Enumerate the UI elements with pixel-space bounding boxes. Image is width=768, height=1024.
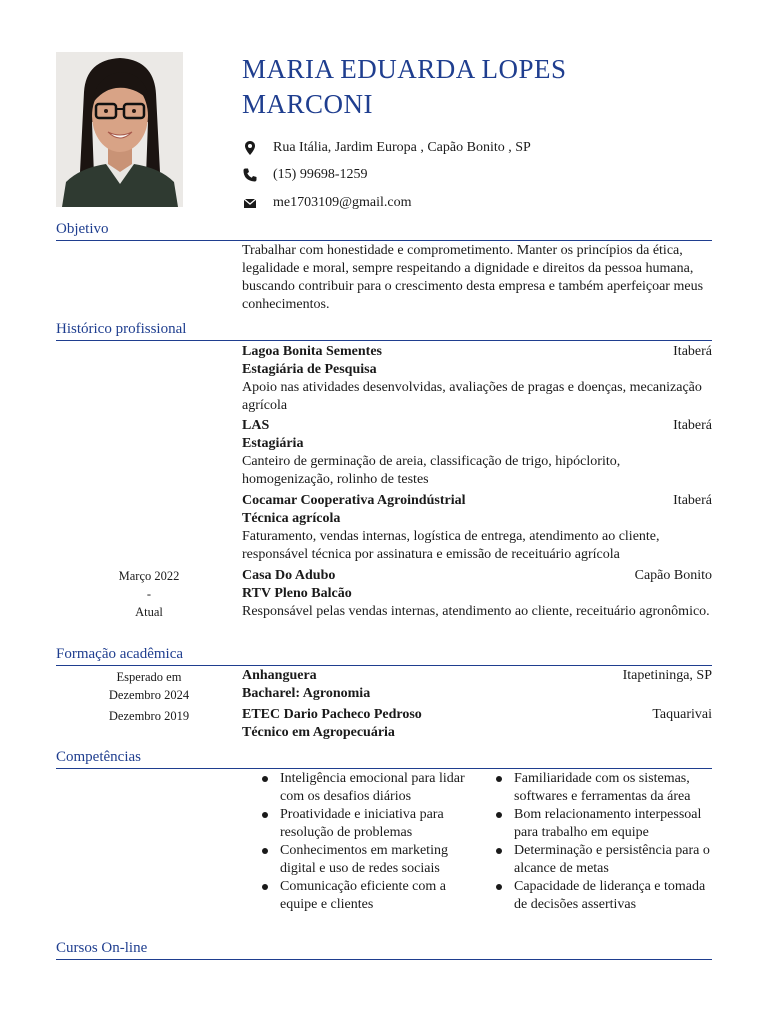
job-description: Responsável pelas vendas internas, atendimento ao cliente, receituário agronômico. [242, 604, 710, 619]
address-text: Rua Itália, Jardim Europa , Capão Bonito , SP [273, 140, 531, 155]
skills-list-right [490, 770, 716, 914]
job-role: Técnica agrícola [242, 511, 341, 526]
job-role: Estagiária [242, 436, 304, 451]
map-pin-icon [242, 140, 258, 156]
name-line-1: MARIA EDUARDA LOPES [242, 54, 567, 84]
section-skills-header [56, 749, 712, 769]
education-date-line-2: Dezembro 2024 [108, 688, 190, 702]
contact-email [242, 194, 712, 212]
education-school: Anhanguera [242, 668, 317, 683]
objective-text: Trabalhar com honestidade e comprometimento. Manter os princípios da ética, legalidade e moral, sempre respeitando a dignidade e direitos da pessoa humana, buscando contribuir para o crescimento desta empresa e também aperfeiçoar meus conhecimentos. [242, 243, 704, 312]
education-degree: Bacharel: Agronomia [242, 686, 371, 701]
contact-phone [242, 166, 712, 184]
job-role: RTV Pleno Balcão [242, 586, 352, 601]
job-date-range [100, 567, 198, 621]
section-title: Objetivo [56, 221, 109, 237]
education-date-line-1: Esperado em [116, 670, 182, 684]
education-school: ETEC Dario Pacheco Pedroso [242, 707, 422, 722]
section-objective-header [56, 221, 712, 241]
job-description: Canteiro de germinação de areia, classificação de trigo, hipóclorito, homogenização, rolinho de testes [242, 454, 621, 487]
job-place: Itaberá [673, 493, 712, 508]
education-date [100, 707, 198, 725]
job-date-start: Março 2022 [118, 569, 180, 583]
education-place: Taquarivai [652, 707, 712, 722]
education-entry [242, 667, 712, 703]
section-title: Histórico profissional [56, 321, 187, 337]
skill-item: Determinação e persistência para o alcance de metas [490, 842, 716, 878]
job-date-end: Atual [135, 605, 163, 619]
job-place: Itaberá [673, 418, 712, 433]
skill-item: Capacidade de liderança e tomada de decisões assertivas [490, 878, 716, 914]
section-title: Cursos On-line [56, 940, 148, 956]
job-entry [242, 492, 712, 564]
job-company: Cocamar Cooperativa Agroindústrial [242, 493, 466, 508]
job-role: Estagiária de Pesquisa [242, 362, 377, 377]
job-company: Lagoa Bonita Sementes [242, 344, 382, 359]
job-description: Apoio nas atividades desenvolvidas, avaliações de pragas e doenças, mecanização agrícola [242, 380, 702, 413]
education-place: Itapetininga, SP [622, 668, 712, 683]
candidate-name [242, 52, 712, 122]
job-entry [242, 343, 712, 415]
education-entry [242, 706, 712, 742]
profile-photo [56, 52, 183, 207]
name-line-2: MARCONI [242, 89, 374, 119]
job-entry [242, 567, 712, 639]
contact-address [242, 139, 712, 157]
skill-item: Comunicação eficiente com a equipe e clientes [256, 878, 474, 914]
job-description: Faturamento, vendas internas, logística de entrega, atendimento ao cliente, responsável técnica por assinatura e emissão de receituário agrícola [242, 529, 660, 562]
skill-item: Conhecimentos em marketing digital e uso de redes sociais [256, 842, 474, 878]
section-history-header [56, 321, 712, 341]
skills-list-left [256, 770, 474, 914]
phone-icon [242, 167, 258, 183]
job-company: Casa Do Adubo [242, 568, 336, 583]
skill-item: Inteligência emocional para lidar com os desafios diários [256, 770, 474, 806]
section-education-header [56, 646, 712, 666]
skill-item: Bom relacionamento interpessoal para trabalho em equipe [490, 806, 716, 842]
section-courses-header [56, 940, 712, 960]
job-place: Itaberá [673, 344, 712, 359]
envelope-icon [242, 195, 258, 211]
education-date-line-1: Dezembro 2019 [108, 709, 190, 723]
email-text[interactable]: me1703109@gmail.com [273, 195, 412, 210]
section-title: Competências [56, 749, 141, 765]
phone-text: (15) 99698-1259 [273, 167, 368, 182]
skill-item: Proatividade e iniciativa para resolução de problemas [256, 806, 474, 842]
job-entry [242, 417, 712, 489]
education-degree: Técnico em Agropecuária [242, 725, 395, 740]
job-company: LAS [242, 418, 270, 433]
job-date-separator: - [146, 587, 152, 601]
job-place: Capão Bonito [634, 568, 712, 583]
education-date [100, 668, 198, 704]
section-title: Formação acadêmica [56, 646, 184, 662]
skill-item: Familiaridade com os sistemas, softwares e ferramentas da área [490, 770, 716, 806]
